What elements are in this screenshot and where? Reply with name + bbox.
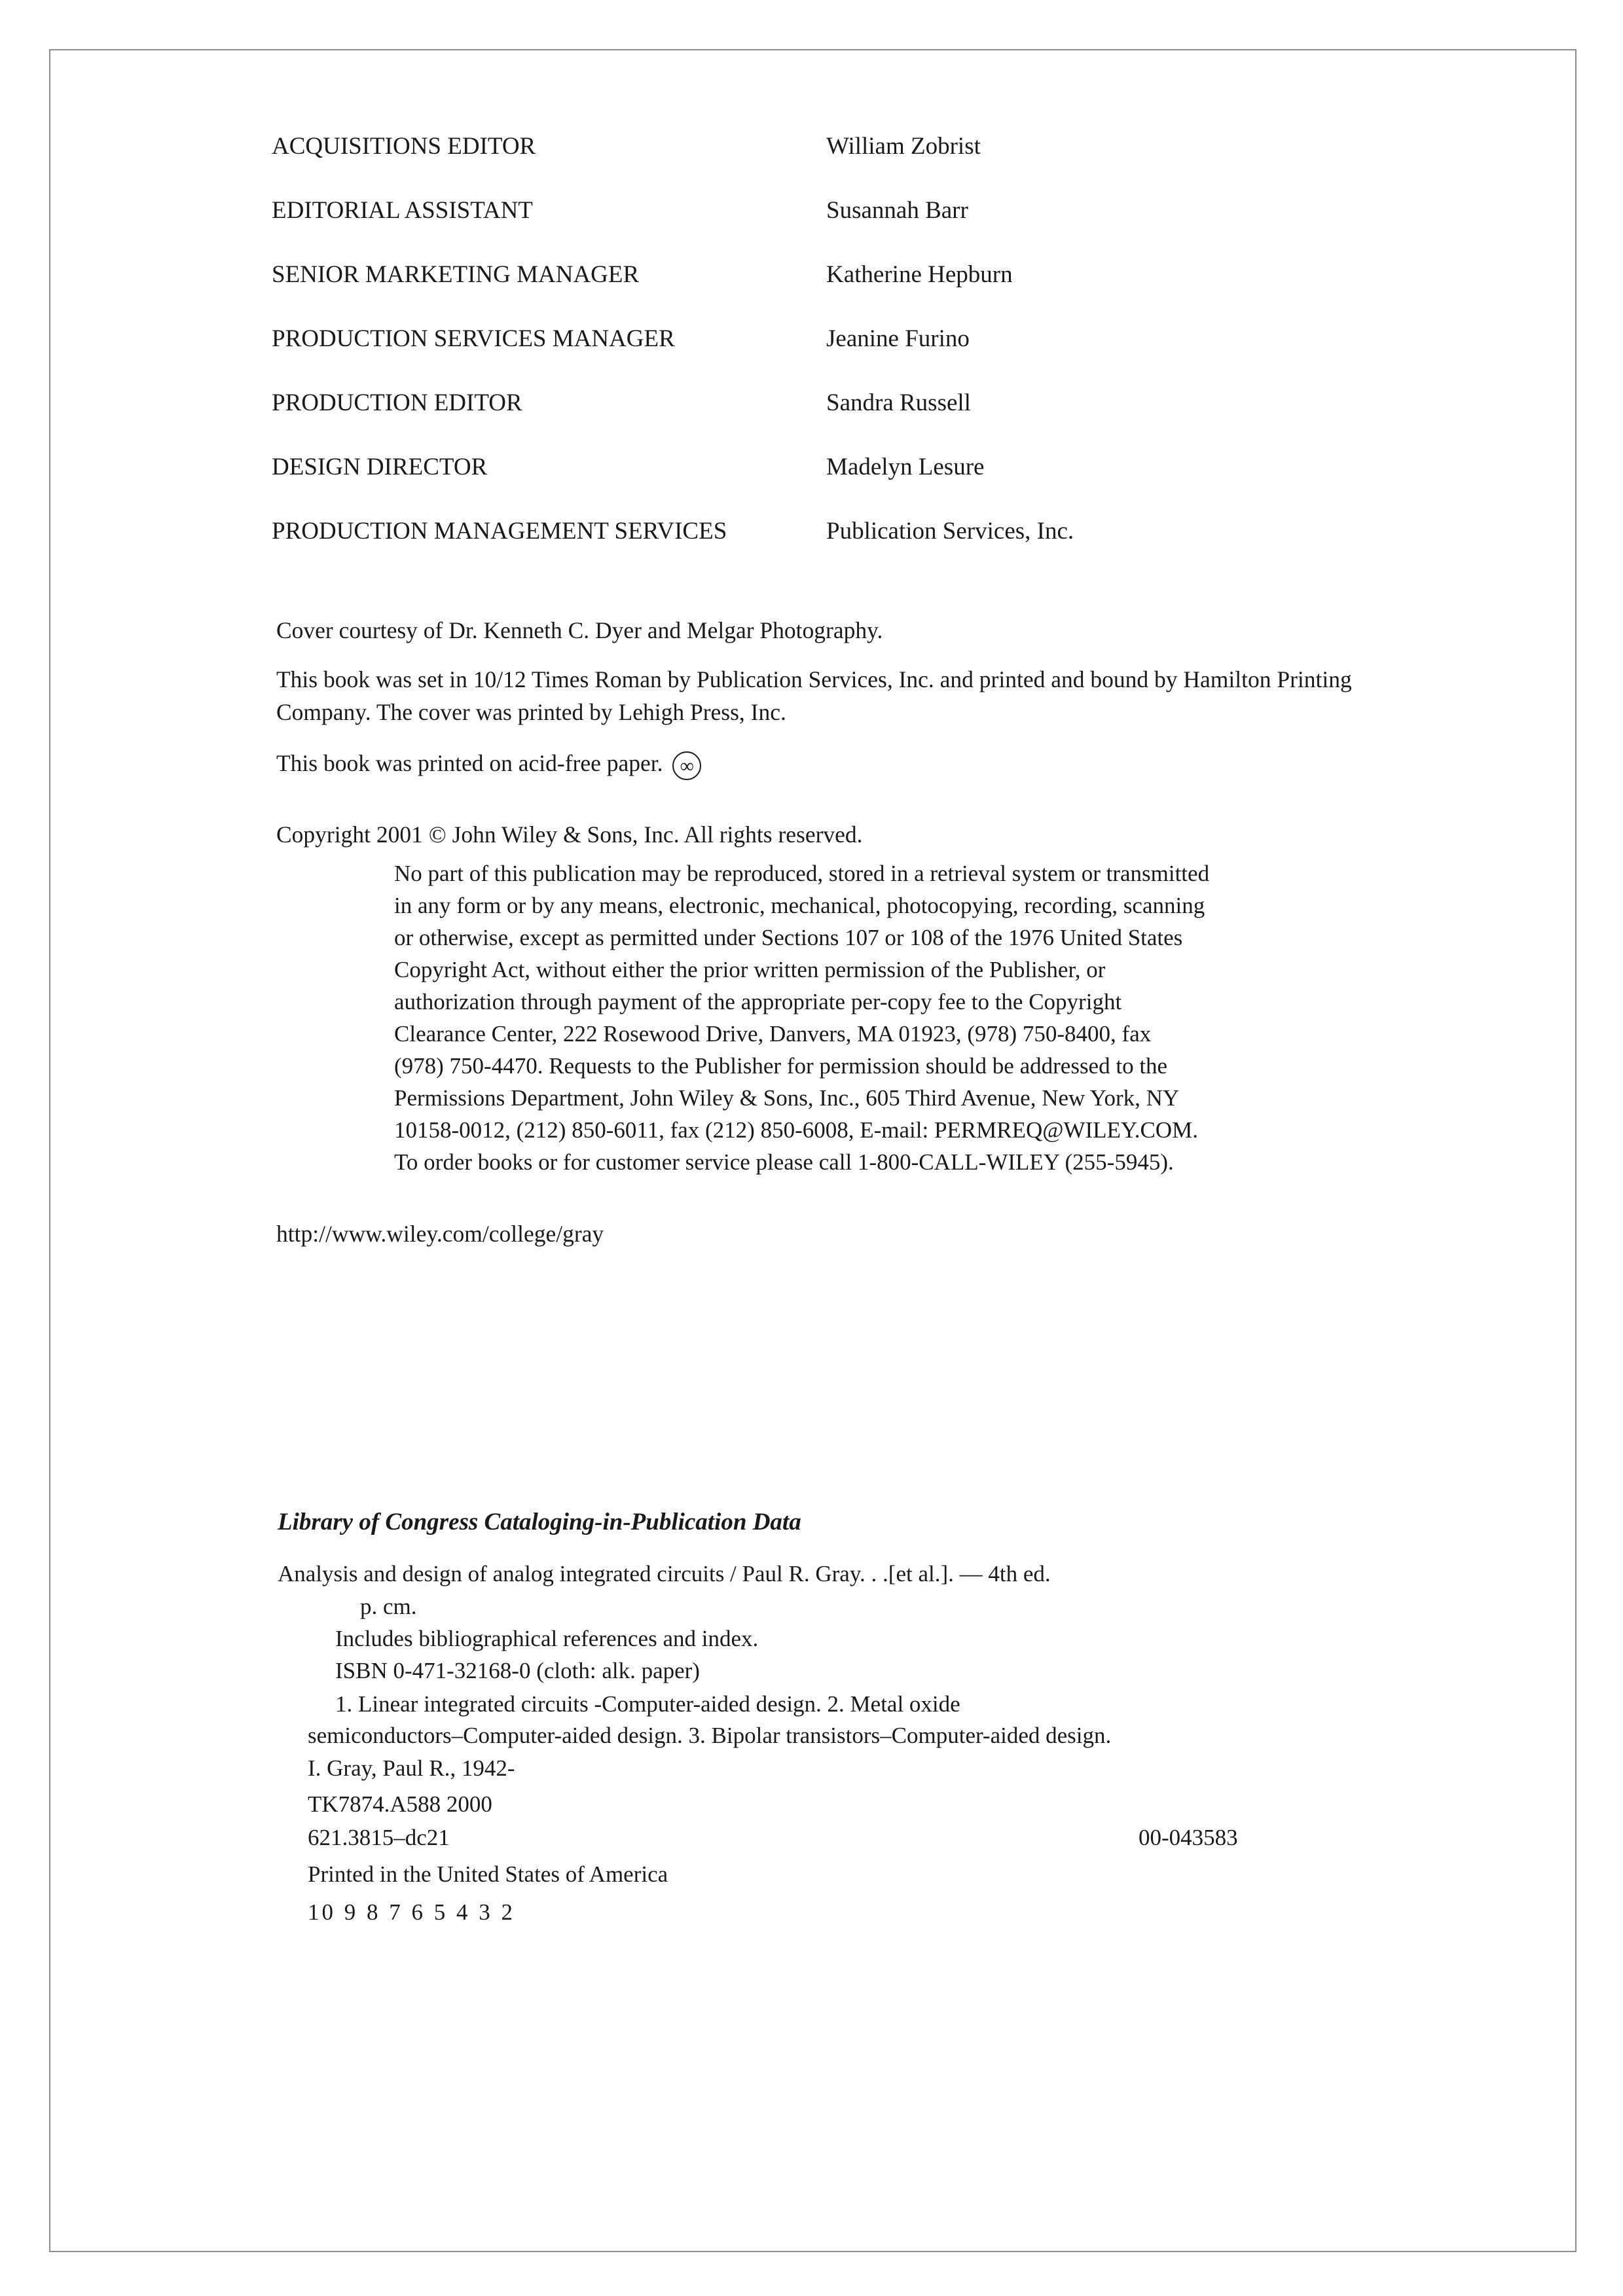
credit-role: ACQUISITIONS EDITOR	[272, 133, 536, 160]
credit-role: DESIGN DIRECTOR	[272, 454, 488, 480]
rights-notice	[394, 857, 1402, 1178]
credit-role: EDITORIAL ASSISTANT	[272, 197, 533, 224]
credit-role: PRODUCTION EDITOR	[272, 389, 522, 416]
typesetting-note: This book was set in 10/12 Times Roman by Publication Services, Inc. and printed and bound by Hamilton Printing Company. The cover was printed by Lehigh Press, Inc.	[276, 666, 1352, 725]
rights-line: authorization through payment of the appropriate per-copy fee to the Copyright	[394, 989, 1122, 1014]
credit-name: Sandra Russell	[826, 389, 971, 416]
rights-line: or otherwise, except as permitted under Sections 107 or 108 of the 1976 United States	[394, 925, 1183, 950]
rights-line: To order books or for customer service please call 1-800-CALL-WILEY (255-5945).	[394, 1149, 1174, 1175]
cip-heading: Library of Congress Cataloging-in-Publication Data	[278, 1509, 801, 1535]
rights-line: No part of this publication may be reproduced, stored in a retrieval system or transmitted	[394, 861, 1210, 886]
acid-free-text: This book was printed on acid-free paper.	[276, 750, 663, 776]
credit-name: Susannah Barr	[826, 197, 968, 224]
cip-subjects: 1. Linear integrated circuits -Computer-aided design. 2. Metal oxide	[335, 1691, 960, 1717]
credit-name: Publication Services, Inc.	[826, 518, 1074, 545]
cip-pages: p. cm.	[360, 1594, 417, 1619]
cip-includes: Includes bibliographical references and index.	[335, 1626, 759, 1651]
rights-line: in any form or by any means, electronic, mechanical, photocopying, recording, scanning	[394, 893, 1205, 918]
cip-printed-in: Printed in the United States of America	[308, 1861, 668, 1887]
credit-name: Katherine Hepburn	[826, 261, 1013, 288]
rights-line: Clearance Center, 222 Rosewood Drive, Danvers, MA 01923, (978) 750-8400, fax	[394, 1021, 1152, 1047]
cip-subjects-cont: semiconductors–Computer-aided design. 3. Bipolar transistors–Computer-aided design.	[308, 1723, 1112, 1748]
acid-free-note	[276, 747, 701, 780]
rights-line: Copyright Act, without either the prior written permission of the Publisher, or	[394, 957, 1106, 982]
cip-call-number: TK7874.A588 2000	[308, 1791, 492, 1817]
credit-role: PRODUCTION SERVICES MANAGER	[272, 325, 675, 352]
credit-name: William Zobrist	[826, 133, 981, 160]
cip-author: I. Gray, Paul R., 1942-	[308, 1755, 515, 1781]
cip-printing-line: 10 9 8 7 6 5 4 3 2	[308, 1899, 515, 1925]
copyright-line: Copyright 2001 © John Wiley & Sons, Inc. All rights reserved.	[276, 821, 863, 848]
cip-title-line: Analysis and design of analog integrated circuits / Paul R. Gray. . .[et al.]. — 4th ed.	[278, 1561, 1051, 1587]
acid-free-paper-icon: ∞	[672, 751, 701, 780]
rights-line: 10158-0012, (212) 850-6011, fax (212) 850-6008, E-mail: PERMREQ@WILEY.COM.	[394, 1117, 1198, 1143]
rights-line: (978) 750-4470. Requests to the Publisher for permission should be addressed to the	[394, 1053, 1168, 1079]
credit-role: PRODUCTION MANAGEMENT SERVICES	[272, 518, 727, 545]
cover-credit: Cover courtesy of Dr. Kenneth C. Dyer and Melgar Photography.	[276, 617, 883, 643]
rights-line: Permissions Department, John Wiley & Sons, Inc., 605 Third Avenue, New York, NY	[394, 1085, 1180, 1111]
website-link[interactable]: http://www.wiley.com/college/gray	[276, 1221, 604, 1247]
cip-lccn: 00-043583	[1139, 1825, 1238, 1850]
cip-isbn: ISBN 0-471-32168-0 (cloth: alk. paper)	[335, 1658, 700, 1683]
cip-dewey: 621.3815–dc21	[308, 1825, 450, 1850]
credit-name: Jeanine Furino	[826, 325, 970, 352]
credit-name: Madelyn Lesure	[826, 454, 985, 480]
credit-role: SENIOR MARKETING MANAGER	[272, 261, 640, 288]
